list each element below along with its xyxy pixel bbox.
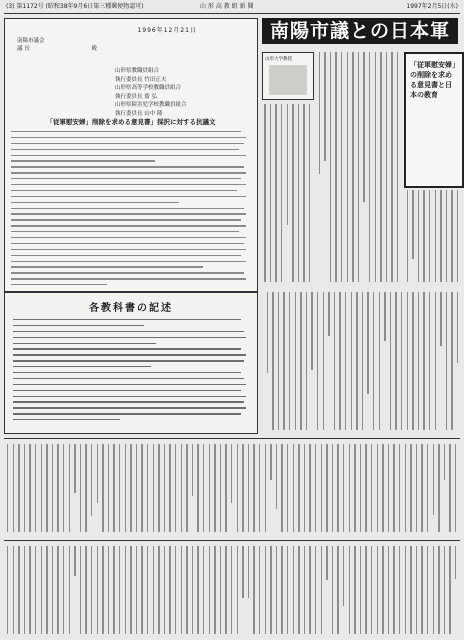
text-column [225, 444, 226, 532]
text-column [181, 546, 182, 634]
text-column [108, 546, 109, 634]
text-column [379, 292, 380, 430]
text-column [35, 444, 36, 532]
text-column [130, 546, 131, 634]
text-column [395, 292, 396, 430]
text-column [451, 292, 452, 430]
text-column [352, 52, 353, 282]
text-column [141, 444, 142, 532]
letter-date: 1996年12月21日 [137, 27, 197, 34]
text-column [113, 546, 114, 634]
text-column [24, 444, 25, 532]
text-column [283, 292, 284, 430]
text-column [298, 546, 299, 634]
text-column [293, 444, 294, 532]
text-column [393, 444, 394, 532]
text-column [446, 190, 447, 282]
text-column [203, 444, 204, 532]
text-column [306, 292, 307, 430]
text-column [435, 292, 436, 430]
text-column [401, 292, 402, 430]
text-column [440, 190, 441, 282]
section-rule-2 [4, 540, 460, 541]
text-column [429, 292, 430, 430]
text-column [347, 52, 348, 282]
text-column [309, 546, 310, 634]
text-column [292, 104, 293, 282]
text-column [321, 444, 322, 532]
author-box [262, 52, 314, 100]
text-column [326, 546, 327, 580]
text-column [397, 52, 398, 282]
text-column [377, 444, 378, 532]
text-column [57, 546, 58, 634]
text-column [321, 546, 322, 634]
protest-letter-box [4, 18, 258, 292]
text-column [332, 444, 333, 532]
text-column [169, 546, 170, 634]
text-column [390, 292, 391, 430]
letter-recipient [17, 37, 97, 53]
text-column [360, 444, 361, 532]
textbook-descriptions-box [4, 292, 258, 434]
text-column [388, 546, 389, 634]
text-column [324, 52, 325, 161]
text-column [451, 190, 452, 282]
text-column [444, 546, 445, 634]
text-column [52, 444, 53, 532]
text-column [276, 546, 277, 634]
text-column [416, 444, 417, 532]
text-column [13, 444, 14, 532]
text-column [393, 546, 394, 634]
text-column [264, 104, 265, 282]
text-column [281, 104, 282, 282]
sender-line: 山形県障害児学校教職員組合 [115, 102, 187, 108]
article-columns-lower-1 [6, 444, 458, 534]
issue-info: (3) 第1172号 (昭和38年9月6日第三種郵便物認可) [6, 3, 144, 10]
text-column [270, 546, 271, 634]
text-column [119, 546, 120, 634]
text-column [175, 444, 176, 532]
paper-name: 山 形 高 教 組 新 聞 [200, 3, 254, 10]
text-column [24, 546, 25, 634]
text-column [186, 546, 187, 634]
issue-date: 1997年2月5日(水) [406, 3, 458, 10]
text-column [343, 546, 344, 606]
text-column [362, 292, 363, 430]
text-column [433, 444, 434, 515]
text-column [253, 546, 254, 634]
text-column [192, 444, 193, 496]
text-column [410, 546, 411, 634]
text-column [421, 546, 422, 634]
article-headline: 南陽市議との日本軍 [262, 18, 458, 44]
text-column [220, 546, 221, 634]
article-columns-upper [316, 52, 400, 284]
text-column [214, 546, 215, 634]
text-column [242, 546, 243, 598]
article-columns-upper-left [262, 104, 312, 284]
text-column [412, 190, 413, 259]
text-column [326, 444, 327, 532]
text-column [304, 546, 305, 634]
text-column [399, 444, 400, 532]
text-column [423, 190, 424, 282]
text-column [7, 444, 8, 532]
text-column [309, 444, 310, 532]
text-column [153, 546, 154, 634]
text-column [29, 444, 30, 532]
text-column [371, 546, 372, 634]
text-column [455, 546, 456, 579]
text-column [455, 444, 456, 532]
text-column [203, 546, 204, 634]
text-column [214, 444, 215, 532]
text-column [197, 546, 198, 634]
text-column [363, 52, 364, 202]
text-column [113, 444, 114, 532]
recipient-suffix: 殿 [91, 46, 98, 52]
text-column [281, 546, 282, 634]
text-column [74, 444, 75, 493]
text-column [169, 444, 170, 532]
text-column [349, 546, 350, 634]
text-column [231, 444, 232, 503]
recipient-title-text: 議 長 [17, 46, 30, 52]
text-column [309, 104, 310, 282]
sender-line: 執行委員長 齋 弘 [115, 93, 157, 100]
text-column [192, 546, 193, 634]
text-column [418, 190, 419, 282]
text-column [209, 444, 210, 532]
text-column [91, 444, 92, 516]
article-columns-lower-2 [6, 546, 458, 636]
text-column [367, 292, 368, 394]
recipient-org: 南陽市議会 [17, 38, 45, 44]
text-column [421, 444, 422, 532]
text-column [354, 444, 355, 532]
text-column [388, 444, 389, 532]
text-column [281, 444, 282, 532]
article-columns-under-quote [404, 190, 460, 284]
text-column [391, 52, 392, 282]
text-column [382, 546, 383, 634]
text-column [293, 546, 294, 634]
text-column [356, 292, 357, 430]
text-column [423, 292, 424, 430]
text-column [345, 292, 346, 430]
text-column [295, 292, 296, 430]
text-column [108, 444, 109, 532]
text-column [438, 546, 439, 634]
text-column [328, 292, 329, 336]
text-column [317, 292, 318, 430]
text-column [125, 444, 126, 532]
text-column [298, 104, 299, 282]
section-rule [4, 438, 460, 439]
text-column [237, 546, 238, 634]
text-column [375, 52, 376, 282]
text-column [69, 546, 70, 634]
text-column [354, 546, 355, 634]
text-column [304, 444, 305, 532]
text-column [360, 546, 361, 634]
author-photo [269, 65, 307, 95]
text-column [334, 292, 335, 430]
text-column [303, 104, 304, 282]
text-column [275, 104, 276, 282]
text-column [337, 546, 338, 634]
text-column [125, 546, 126, 634]
text-column [80, 546, 81, 634]
pull-quote-box [404, 52, 464, 188]
text-column [289, 292, 290, 430]
text-column [7, 546, 8, 634]
text-column [343, 444, 344, 532]
text-column [136, 546, 137, 634]
text-column [427, 546, 428, 634]
text-column [435, 190, 436, 282]
text-column [444, 444, 445, 480]
text-column [41, 444, 42, 532]
text-column [382, 444, 383, 532]
text-column [18, 444, 19, 532]
sender-line: 山形県高等学校教職員組合 [115, 85, 182, 91]
sender-line: 執行委員長 竹田正夫 [115, 76, 167, 83]
text-column [446, 292, 447, 430]
text-column [209, 546, 210, 634]
text-column [369, 52, 370, 282]
text-column [438, 444, 439, 532]
article-columns-middle [262, 292, 460, 432]
text-column [197, 444, 198, 532]
text-column [380, 52, 381, 282]
text-column [337, 444, 338, 532]
text-column [373, 292, 374, 430]
text-column [248, 546, 249, 598]
recipient-title [17, 45, 97, 53]
text-column [365, 546, 366, 634]
text-column [265, 444, 266, 532]
text-column [332, 546, 333, 634]
text-column [341, 52, 342, 282]
text-column [158, 444, 159, 532]
letter-title: 「従軍慰安婦」削除を求める意見書」採択に対する抗議文 [46, 118, 216, 126]
text-column [41, 546, 42, 634]
text-column [351, 292, 352, 430]
masthead-rule [4, 13, 460, 14]
text-column [259, 444, 260, 532]
text-column [311, 292, 312, 370]
text-column [153, 444, 154, 532]
text-column [287, 104, 288, 225]
pull-quote: 「従軍慰安婦」の削除を求める意見書と日本の教育 [410, 61, 456, 99]
text-column [85, 546, 86, 634]
text-column [449, 546, 450, 634]
text-column [242, 444, 243, 532]
masthead [0, 0, 464, 13]
text-column [18, 546, 19, 634]
text-column [386, 52, 387, 282]
text-column [164, 546, 165, 634]
text-column [130, 444, 131, 532]
text-column [46, 546, 47, 634]
text-column [119, 444, 120, 532]
text-column [287, 546, 288, 634]
text-column [399, 546, 400, 634]
text-column [298, 444, 299, 532]
text-column [158, 546, 159, 634]
text-column [457, 190, 458, 282]
text-column [272, 292, 273, 430]
text-column [63, 546, 64, 634]
text-column [186, 444, 187, 532]
text-column [365, 444, 366, 532]
letter-body [11, 131, 251, 290]
text-column [384, 292, 385, 341]
text-column [259, 546, 260, 634]
text-column [164, 444, 165, 532]
text-column [74, 546, 75, 576]
text-column [270, 444, 271, 480]
textbook-heading: 各教科書の記述 [89, 303, 173, 314]
text-column [52, 546, 53, 634]
text-column [270, 104, 271, 282]
text-column [418, 292, 419, 430]
text-column [349, 444, 350, 532]
text-column [136, 444, 137, 532]
text-column [416, 546, 417, 634]
textbook-items [13, 319, 251, 425]
text-column [267, 292, 268, 373]
text-column [69, 444, 70, 532]
text-column [80, 444, 81, 532]
text-column [323, 292, 324, 430]
text-column [407, 190, 408, 282]
text-column [407, 292, 408, 430]
text-column [449, 444, 450, 532]
text-column [339, 292, 340, 430]
text-column [97, 546, 98, 634]
text-column [433, 546, 434, 634]
text-column [457, 292, 458, 363]
text-column [371, 444, 372, 532]
text-column [181, 444, 182, 532]
text-column [315, 444, 316, 532]
text-column [237, 444, 238, 532]
text-column [13, 546, 14, 634]
text-column [265, 546, 266, 634]
author-label: 山形大学教授 [265, 57, 292, 62]
text-column [405, 546, 406, 634]
text-column [231, 546, 232, 634]
text-column [102, 546, 103, 634]
text-column [358, 52, 359, 282]
text-column [319, 52, 320, 174]
text-column [97, 444, 98, 503]
text-column [102, 444, 103, 532]
text-column [330, 52, 331, 282]
text-column [315, 546, 316, 634]
text-column [276, 444, 277, 509]
text-column [429, 190, 430, 282]
text-column [29, 546, 30, 634]
text-column [377, 546, 378, 634]
text-column [440, 292, 441, 346]
letter-senders [115, 67, 187, 118]
text-column [300, 292, 301, 430]
text-column [57, 444, 58, 532]
sender-line: 山形県教職員組合 [115, 68, 160, 74]
text-column [248, 444, 249, 532]
text-column [225, 546, 226, 634]
text-column [85, 444, 86, 532]
text-column [46, 444, 47, 532]
text-column [405, 444, 406, 532]
text-column [278, 292, 279, 430]
text-column [410, 444, 411, 532]
text-column [253, 444, 254, 532]
text-column [147, 444, 148, 532]
text-column [220, 444, 221, 532]
text-column [147, 546, 148, 634]
text-column [141, 546, 142, 634]
text-column [63, 444, 64, 532]
text-column [35, 546, 36, 634]
text-column [91, 546, 92, 634]
text-column [427, 444, 428, 532]
text-column [287, 444, 288, 532]
sender-line: 執行委員長 山中 隆 [115, 110, 163, 117]
text-column [335, 52, 336, 282]
text-column [412, 292, 413, 430]
text-column [175, 546, 176, 634]
